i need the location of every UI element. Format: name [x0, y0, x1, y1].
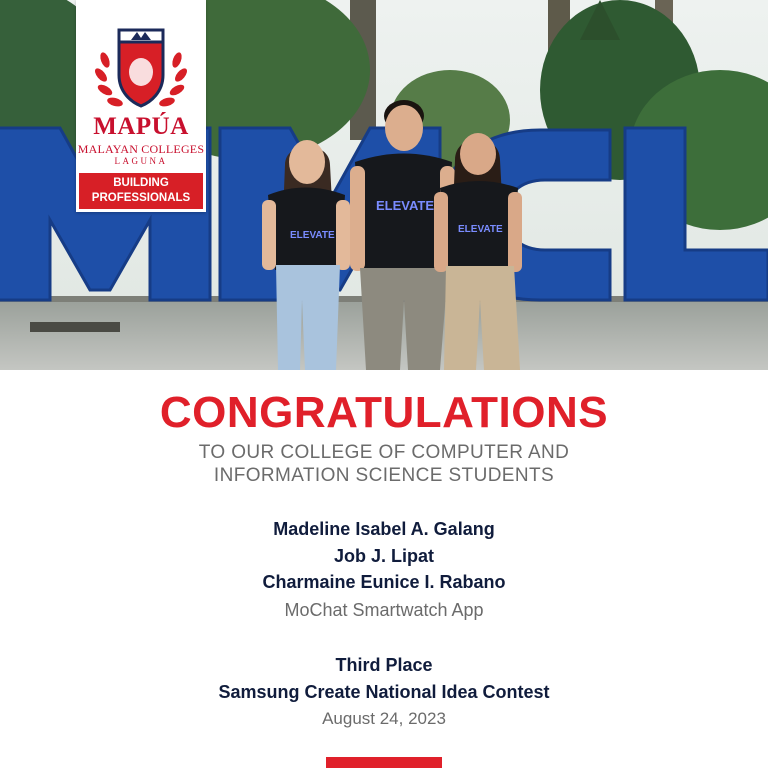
banner-line-2: PROFESSIONALS	[91, 192, 191, 204]
crest-icon	[91, 20, 191, 116]
accent-bar	[326, 757, 442, 768]
project-name: MoChat Smartwatch App	[284, 600, 484, 620]
award-contest: Samsung Create National Idea Contest	[218, 682, 550, 702]
logo-banner	[79, 173, 203, 209]
student-name: Job J. Lipat	[333, 546, 434, 566]
student-name: Charmaine Eunice I. Rabano	[262, 572, 506, 592]
award-date: August 24, 2023	[322, 709, 446, 728]
mapua-logo	[76, 0, 206, 212]
banner-line-1: BUILDING	[113, 177, 169, 189]
svg-text:ELEVATE: ELEVATE	[290, 230, 335, 241]
svg-text:ELEVATE: ELEVATE	[458, 224, 503, 235]
svg-text:ELEVATE: ELEVATE	[376, 198, 435, 213]
logo-campus: LAGUNA	[114, 156, 168, 166]
subheading-line-1: TO OUR COLLEGE OF COMPUTER AND	[198, 442, 570, 463]
student-name: Madeline Isabel A. Galang	[273, 519, 495, 539]
subheading-line-2: INFORMATION SCIENCE STUDENTS	[213, 465, 555, 486]
headline: CONGRATULATIONS	[159, 388, 609, 437]
logo-subname: MALAYAN COLLEGES	[77, 142, 205, 156]
award-place: Third Place	[335, 655, 433, 675]
logo-name: MAPÚA	[93, 113, 189, 140]
